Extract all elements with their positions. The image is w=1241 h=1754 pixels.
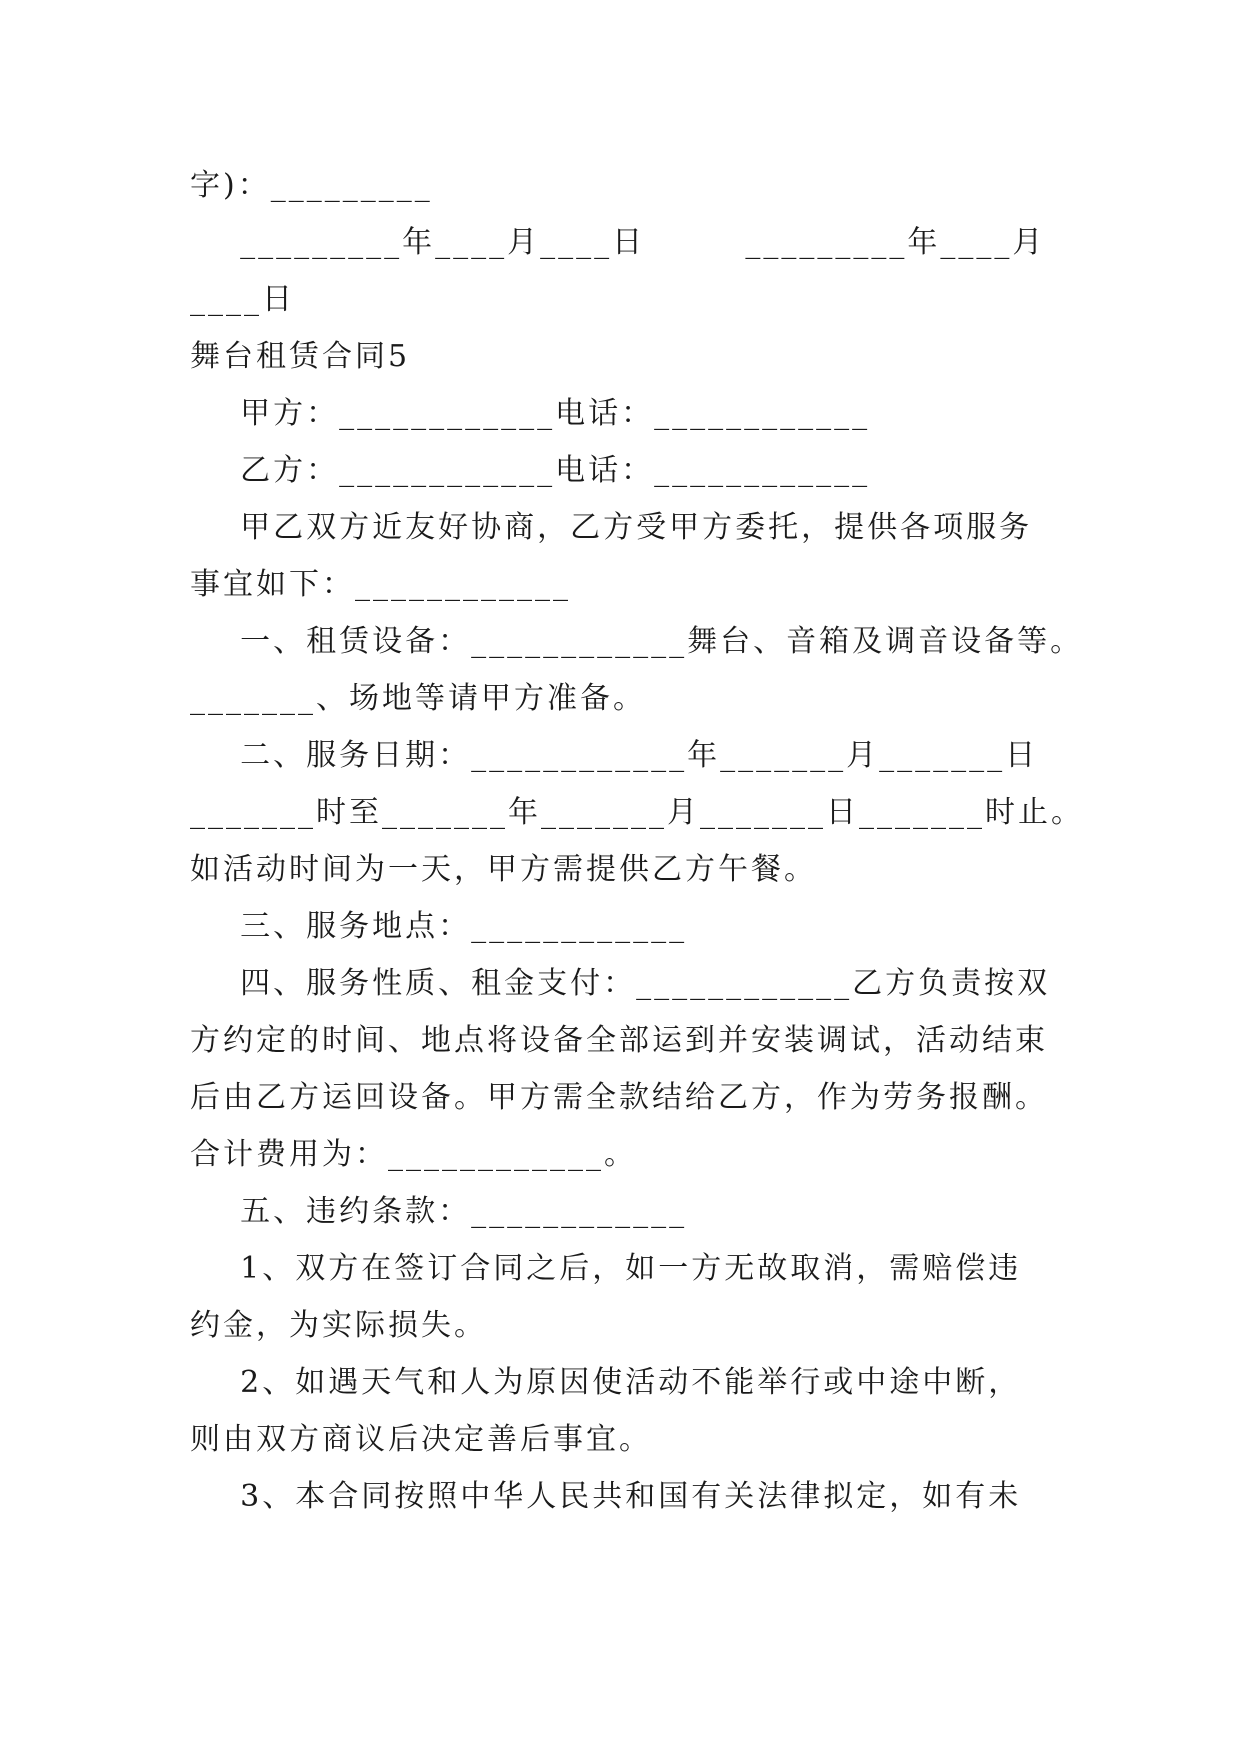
text-line: ____日	[190, 282, 295, 317]
text-line: 事宜如下：____________	[190, 567, 571, 602]
text-line: 2、如遇天气和人为原因使活动不能举行或中途中断，	[190, 1365, 1022, 1400]
text-line: 字)：_________	[190, 168, 433, 203]
text-line: 则由双方商议后决定善后事宜。	[190, 1422, 652, 1457]
text-line: 甲方：____________电话：____________	[190, 396, 871, 431]
text-line: 方约定的时间、地点将设备全部运到并安装调试，活动结束	[190, 1023, 1048, 1058]
text-line: 四、服务性质、租金支付：____________乙方负责按双	[190, 966, 1051, 1001]
text-line: 3、本合同按照中华人民共和国有关法律拟定，如有未	[190, 1479, 1022, 1514]
text-line: 三、服务地点：____________	[190, 909, 688, 944]
text-line: 甲乙双方近友好协商，乙方受甲方委托，提供各项服务	[190, 510, 1033, 545]
text-line: 后由乙方运回设备。甲方需全款结给乙方，作为劳务报酬。	[190, 1080, 1048, 1115]
text-line: 乙方：____________电话：____________	[190, 453, 871, 488]
text-line: 合计费用为：____________。	[190, 1137, 637, 1172]
text-line: _______、场地等请甲方准备。	[190, 681, 646, 716]
text-line: 一、租赁设备：____________舞台、音箱及调音设备等。	[190, 624, 1084, 659]
text-line: 二、服务日期：____________年_______月_______日	[190, 738, 1039, 773]
text-line: 如活动时间为一天，甲方需提供乙方午餐。	[190, 852, 817, 887]
text-line: 五、违约条款：____________	[190, 1194, 688, 1229]
text-line: 约金，为实际损失。	[190, 1308, 487, 1343]
text-line: _______时至_______年_______月_______日_______时止。	[190, 795, 1084, 830]
contract-title: 舞台租赁合同5	[190, 339, 411, 374]
text-line: 1、双方在签订合同之后，如一方无故取消，需赔偿违	[190, 1251, 1022, 1286]
text-line: _________年____月____日 _________年____月	[190, 225, 1046, 260]
